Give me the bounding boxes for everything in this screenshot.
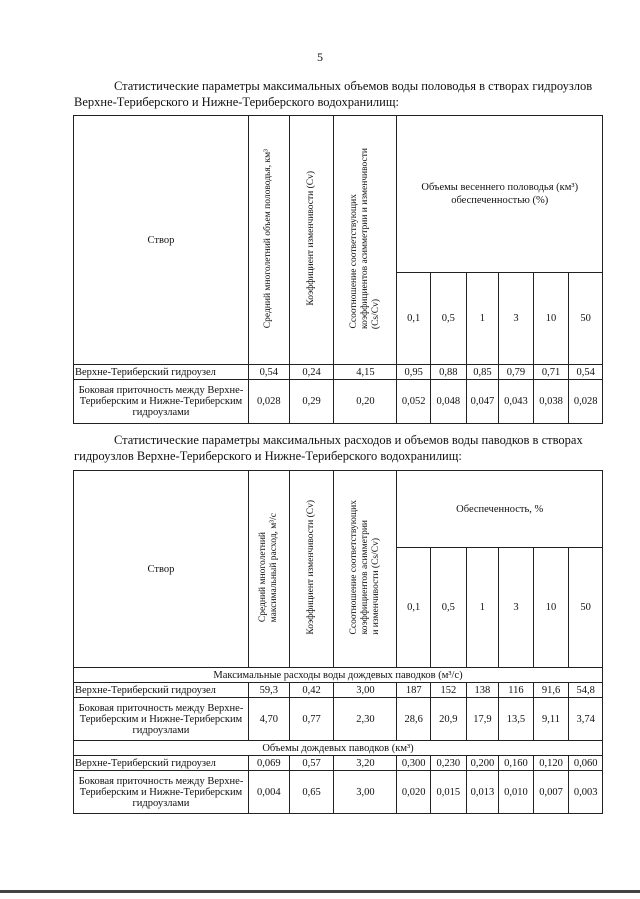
table1-col-ratio-line2: коэффициентов асимметрии и изменчивости: [359, 148, 370, 329]
table1-col-prob: [397, 116, 603, 273]
table2-col-cv-text: Коэффициент изменчивости (Cv): [306, 500, 317, 635]
table2-col-ratio-line2: коэффициентов асимметрии: [359, 520, 370, 635]
table1-col-mean: [248, 116, 289, 365]
table-row: [74, 771, 603, 814]
row-value: 0,060: [569, 756, 603, 771]
row-value: 152: [431, 683, 467, 698]
row-value: 0,047: [466, 380, 499, 424]
row-value: 91,6: [533, 683, 569, 698]
row-value: 9,11: [533, 698, 569, 741]
table-row: [74, 380, 603, 424]
row-value: 0,043: [499, 380, 534, 424]
row-value: 0,020: [397, 771, 431, 814]
row-value: 0,048: [431, 380, 467, 424]
page-number: 5: [317, 50, 323, 64]
table1-col-cv-text: Коэффициент изменчивости (Cv): [306, 171, 317, 306]
table2-prob-header: 0,1: [397, 548, 431, 668]
row-value: 28,6: [397, 698, 431, 741]
row-value: 0,54: [569, 365, 603, 380]
table1-col-ratio-line1: Ссоотношение соответствующих: [348, 194, 359, 329]
table2-prob-header: 10: [533, 548, 569, 668]
table2: [73, 470, 603, 814]
table1-prob-header: 1: [466, 273, 499, 365]
row-value: 3,74: [569, 698, 603, 741]
table2-section2-title: Объемы дождевых паводков (км³): [74, 741, 603, 756]
row-mean: 0,028: [248, 380, 289, 424]
row-value: 0,010: [499, 771, 534, 814]
scan-edge-line: [0, 890, 640, 893]
row-ratio: 2,30: [334, 698, 397, 741]
table2-heading-text: Статистические параметры максимальных расходов и объемов воды паводков в створах гидроузлов Верхне-Териберского и Нижне-Териберского водохранилищ:: [74, 433, 583, 463]
row-name: Боковая приточность между Верхне-Териберским и Нижне-Териберским гидроузлами: [74, 698, 249, 741]
row-value: 0,300: [397, 756, 431, 771]
row-value: 54,8: [569, 683, 603, 698]
table-row: [74, 365, 603, 380]
row-value: 0,160: [499, 756, 534, 771]
row-value: 17,9: [466, 698, 499, 741]
row-value: 138: [466, 683, 499, 698]
table1-prob-header: 0,1: [397, 273, 431, 365]
row-cv: 0,42: [289, 683, 334, 698]
table1-heading: [74, 78, 602, 110]
table1-col-ratio: [334, 116, 397, 365]
row-name: Верхне-Териберский гидроузел: [74, 365, 249, 380]
row-value: 13,5: [499, 698, 534, 741]
table2-prob-header: 50: [569, 548, 603, 668]
row-value: 0,79: [499, 365, 534, 380]
table1-col-cv: [289, 116, 334, 365]
table1-col-stvor: Створ: [74, 116, 249, 365]
row-mean: 0,004: [248, 771, 289, 814]
row-name: Верхне-Териберский гидроузел: [74, 756, 249, 771]
table2-prob-header: 3: [499, 548, 534, 668]
table1-col-mean-text: Средний многолетний объем половодья, км³: [263, 148, 274, 329]
row-value: 20,9: [431, 698, 467, 741]
row-value: 116: [499, 683, 534, 698]
row-value: 0,003: [569, 771, 603, 814]
row-value: 0,230: [431, 756, 467, 771]
row-mean: 0,54: [248, 365, 289, 380]
row-value: 0,71: [533, 365, 569, 380]
row-value: 0,95: [397, 365, 431, 380]
table2-col-mean-line2: максимальный расход, м³/с: [268, 512, 279, 623]
table2-col-ratio: [334, 471, 397, 668]
row-mean: 4,70: [248, 698, 289, 741]
row-ratio: 3,00: [334, 683, 397, 698]
row-cv: 0,77: [289, 698, 334, 741]
row-ratio: 0,20: [334, 380, 397, 424]
table2-prob-header: 1: [466, 548, 499, 668]
table2-col-mean-line1: Средний многолетний: [257, 532, 268, 623]
row-ratio: 3,00: [334, 771, 397, 814]
table1-prob-header: 0,5: [431, 273, 467, 365]
table1-prob-header: 50: [569, 273, 603, 365]
table2-col-mean: [248, 471, 289, 668]
row-value: 0,028: [569, 380, 603, 424]
row-value: 0,052: [397, 380, 431, 424]
row-value: 0,200: [466, 756, 499, 771]
table2-prob-header: 0,5: [431, 548, 467, 668]
table2-col-ratio-line1: Ссоотношение соответствующих: [348, 500, 359, 635]
row-cv: 0,24: [289, 365, 334, 380]
row-value: 0,038: [533, 380, 569, 424]
row-cv: 0,29: [289, 380, 334, 424]
row-value: 187: [397, 683, 431, 698]
row-cv: 0,65: [289, 771, 334, 814]
row-cv: 0,57: [289, 756, 334, 771]
table1-prob-header: 10: [533, 273, 569, 365]
row-name: Верхне-Териберский гидроузел: [74, 683, 249, 698]
table-row: [74, 683, 603, 698]
row-value: 0,88: [431, 365, 467, 380]
row-name: Боковая приточность между Верхне-Териберским и Нижне-Териберским гидроузлами: [74, 771, 249, 814]
table1-col-ratio-line3: (Cs/Cv): [370, 298, 381, 329]
row-mean: 59,3: [248, 683, 289, 698]
table2-col-stvor: Створ: [74, 471, 249, 668]
row-ratio: 3,20: [334, 756, 397, 771]
row-value: 0,007: [533, 771, 569, 814]
row-ratio: 4,15: [334, 365, 397, 380]
row-value: 0,85: [466, 365, 499, 380]
row-value: 0,120: [533, 756, 569, 771]
table1-col-prob-line2: обеспеченностью (%): [451, 195, 549, 206]
table-row: [74, 698, 603, 741]
row-value: 0,013: [466, 771, 499, 814]
row-name: Боковая приточность между Верхне-Териберским и Нижне-Териберским гидроузлами: [74, 380, 249, 424]
table1-prob-header: 3: [499, 273, 534, 365]
table1-heading-text: Статистические параметры максимальных объемов воды половодья в створах гидроузлов Верхне-Териберского и Нижне-Териберского водохранилищ:: [74, 79, 593, 109]
row-mean: 0,069: [248, 756, 289, 771]
table1: [73, 115, 603, 424]
row-value: 0,015: [431, 771, 467, 814]
table2-col-prob: Обеспеченность, %: [397, 471, 603, 548]
table-row: [74, 756, 603, 771]
table2-col-ratio-line3: и изменчивости (Cs/Cv): [370, 538, 381, 635]
table1-col-prob-line1: Объемы весеннего половодья (км³): [421, 182, 579, 193]
table2-section1-title: Максимальные расходы воды дождевых паводков (м³/с): [74, 668, 603, 683]
table2-col-cv: [289, 471, 334, 668]
table2-heading: [74, 432, 602, 464]
